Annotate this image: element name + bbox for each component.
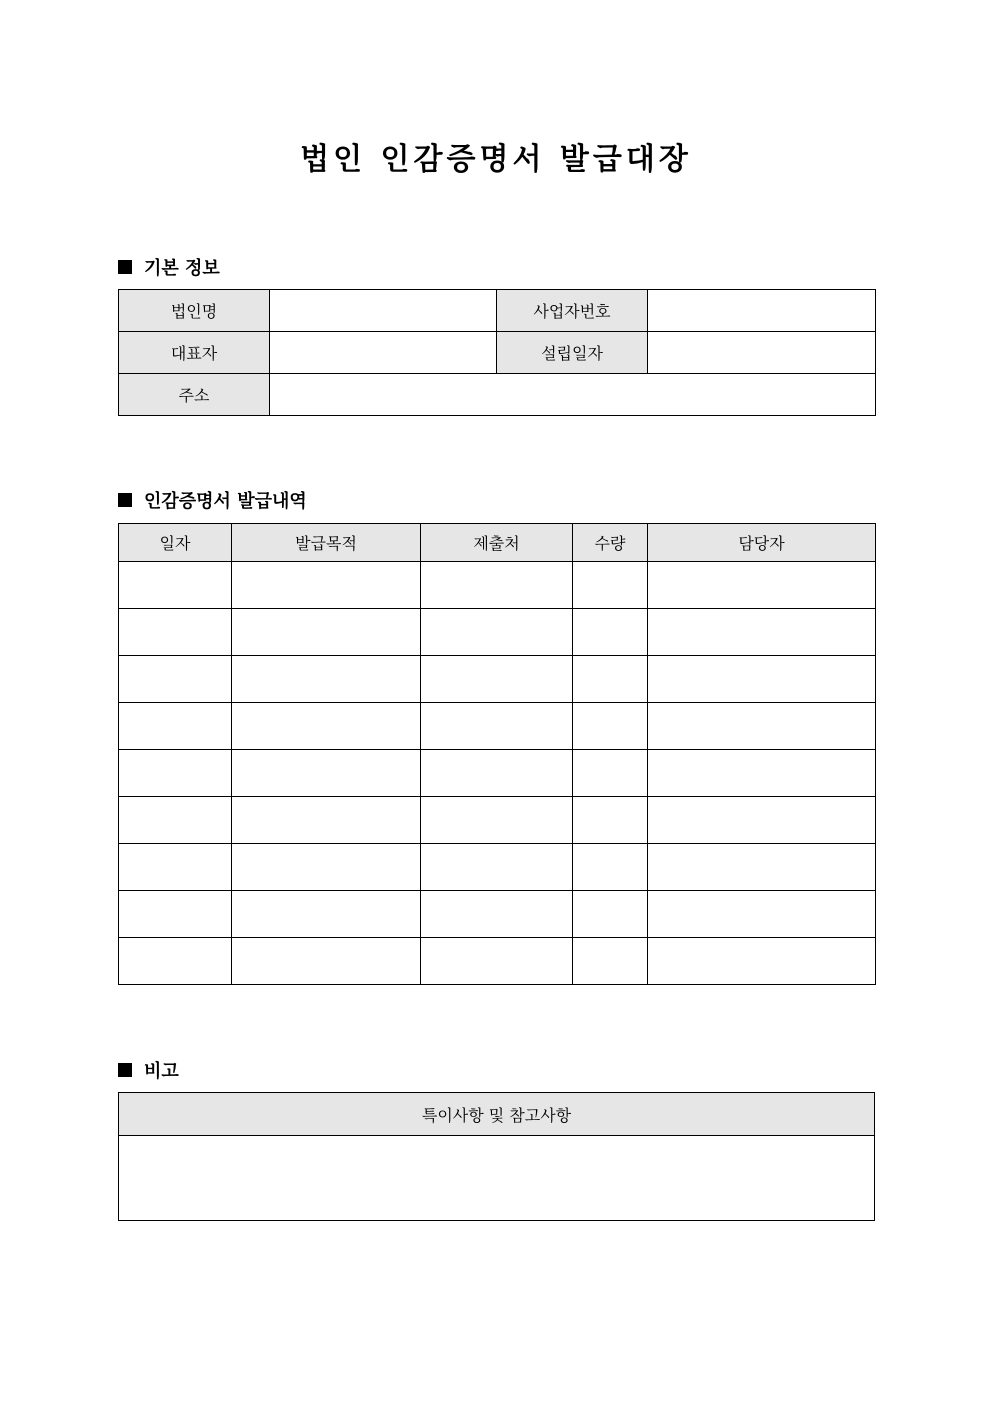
quantity-cell[interactable] xyxy=(573,703,648,750)
recipient-cell[interactable] xyxy=(421,938,573,985)
recipient-cell[interactable] xyxy=(421,609,573,656)
manager-cell[interactable] xyxy=(648,844,876,891)
section-heading-issue xyxy=(118,487,307,513)
quantity-cell[interactable] xyxy=(573,750,648,797)
date-cell[interactable] xyxy=(119,844,232,891)
recipient-cell[interactable] xyxy=(421,703,573,750)
purpose-cell[interactable] xyxy=(232,750,421,797)
section-title: 기본 정보 xyxy=(144,258,220,279)
manager-cell[interactable] xyxy=(648,562,876,609)
date-cell[interactable] xyxy=(119,891,232,938)
section-heading-basic xyxy=(118,254,220,280)
quantity-cell[interactable] xyxy=(573,844,648,891)
table-row xyxy=(119,1136,875,1221)
purpose-cell[interactable] xyxy=(232,703,421,750)
biz-no-field[interactable] xyxy=(648,290,876,332)
date-cell[interactable] xyxy=(119,797,232,844)
quantity-cell[interactable] xyxy=(573,656,648,703)
square-bullet-icon xyxy=(118,260,132,274)
table-row xyxy=(119,290,876,332)
table-row xyxy=(119,374,876,416)
table-row xyxy=(119,656,876,703)
col-header-manager: 담당자 xyxy=(648,524,876,562)
remarks-content-field[interactable] xyxy=(119,1136,875,1221)
purpose-cell[interactable] xyxy=(232,938,421,985)
representative-label: 대표자 xyxy=(119,332,270,374)
table-row xyxy=(119,938,876,985)
quantity-cell[interactable] xyxy=(573,562,648,609)
recipient-cell[interactable] xyxy=(421,844,573,891)
date-cell[interactable] xyxy=(119,938,232,985)
manager-cell[interactable] xyxy=(648,938,876,985)
section-title: 비고 xyxy=(144,1061,179,1082)
quantity-cell[interactable] xyxy=(573,797,648,844)
recipient-cell[interactable] xyxy=(421,656,573,703)
table-row xyxy=(119,844,876,891)
col-header-quantity: 수량 xyxy=(573,524,648,562)
table-row xyxy=(119,703,876,750)
manager-cell[interactable] xyxy=(648,609,876,656)
remarks-table xyxy=(118,1092,875,1221)
biz-no-label: 사업자번호 xyxy=(497,290,648,332)
col-header-purpose: 발급목적 xyxy=(232,524,421,562)
table-header-row xyxy=(119,524,876,562)
table-row xyxy=(119,562,876,609)
remarks-header: 특이사항 및 참고사항 xyxy=(119,1093,875,1136)
manager-cell[interactable] xyxy=(648,797,876,844)
recipient-cell[interactable] xyxy=(421,797,573,844)
square-bullet-icon xyxy=(118,493,132,507)
manager-cell[interactable] xyxy=(648,656,876,703)
purpose-cell[interactable] xyxy=(232,797,421,844)
purpose-cell[interactable] xyxy=(232,609,421,656)
manager-cell[interactable] xyxy=(648,703,876,750)
section-heading-remarks xyxy=(118,1057,179,1083)
table-header-row xyxy=(119,1093,875,1136)
quantity-cell[interactable] xyxy=(573,891,648,938)
quantity-cell[interactable] xyxy=(573,938,648,985)
purpose-cell[interactable] xyxy=(232,891,421,938)
representative-field[interactable] xyxy=(270,332,497,374)
page-title: 법인 인감증명서 발급대장 xyxy=(300,142,692,177)
est-date-label: 설립일자 xyxy=(497,332,648,374)
date-cell[interactable] xyxy=(119,609,232,656)
table-row xyxy=(119,750,876,797)
date-cell[interactable] xyxy=(119,562,232,609)
purpose-cell[interactable] xyxy=(232,656,421,703)
corp-name-field[interactable] xyxy=(270,290,497,332)
est-date-field[interactable] xyxy=(648,332,876,374)
table-row xyxy=(119,797,876,844)
address-label: 주소 xyxy=(119,374,270,416)
recipient-cell[interactable] xyxy=(421,562,573,609)
quantity-cell[interactable] xyxy=(573,609,648,656)
table-row xyxy=(119,332,876,374)
issue-history-table xyxy=(118,523,876,985)
manager-cell[interactable] xyxy=(648,891,876,938)
manager-cell[interactable] xyxy=(648,750,876,797)
table-row xyxy=(119,609,876,656)
section-title: 인감증명서 발급내역 xyxy=(144,491,307,512)
purpose-cell[interactable] xyxy=(232,562,421,609)
date-cell[interactable] xyxy=(119,750,232,797)
square-bullet-icon xyxy=(118,1063,132,1077)
recipient-cell[interactable] xyxy=(421,891,573,938)
corp-name-label: 법인명 xyxy=(119,290,270,332)
col-header-date: 일자 xyxy=(119,524,232,562)
date-cell[interactable] xyxy=(119,656,232,703)
col-header-recipient: 제출처 xyxy=(421,524,573,562)
purpose-cell[interactable] xyxy=(232,844,421,891)
date-cell[interactable] xyxy=(119,703,232,750)
basic-info-table xyxy=(118,289,876,416)
recipient-cell[interactable] xyxy=(421,750,573,797)
table-row xyxy=(119,891,876,938)
address-field[interactable] xyxy=(270,374,876,416)
